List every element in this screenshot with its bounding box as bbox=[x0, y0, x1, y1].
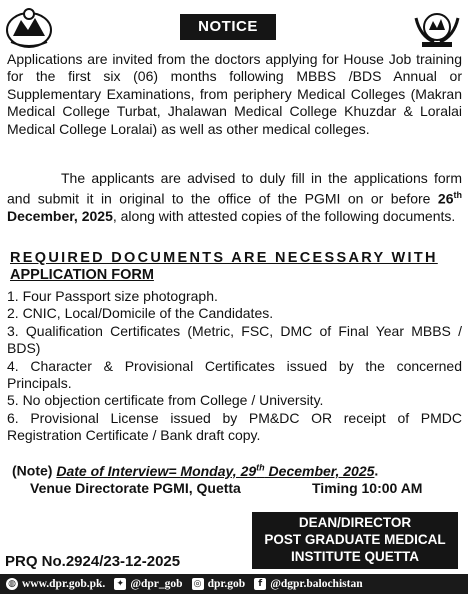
prq-number: PRQ No.2924/23-12-2025 bbox=[5, 553, 181, 570]
required-heading-line2: APPLICATION FORM bbox=[10, 267, 154, 283]
government-emblem-right bbox=[412, 6, 462, 50]
footer-bar bbox=[0, 574, 468, 594]
interview-date bbox=[56, 463, 374, 479]
dean-title: DEAN/DIRECTOR bbox=[298, 515, 412, 530]
note-label: (Note) bbox=[12, 462, 53, 479]
venue-text: Venue Directorate PGMI, Quetta bbox=[30, 480, 241, 496]
deadline-day-suffix: th bbox=[453, 190, 462, 201]
interview-date-suffix: th bbox=[256, 462, 265, 472]
instructions-text-end: , along with attested copies of the following documents. bbox=[112, 208, 456, 225]
footer-instagram[interactable] bbox=[192, 578, 246, 590]
required-heading-line1: REQUIRED DOCUMENTS ARE NECESSARY WITH bbox=[10, 250, 438, 266]
interview-date-text: Date of Interview= Monday, 29 bbox=[56, 462, 257, 479]
globe-icon: ◍ bbox=[6, 578, 18, 590]
list-item: 6. Provisional License issued by PM&DC OR receipt of PMDC Registration Certificate / Bank draft copy. bbox=[7, 409, 462, 444]
instructions-text: The applicants are advised to duly fill in the applications form and submit it in original to the office of the PGMI on or before bbox=[7, 170, 462, 208]
footer-twitter[interactable] bbox=[114, 578, 182, 590]
documents-list bbox=[7, 288, 462, 445]
interview-date-rest: December, 2025 bbox=[264, 462, 375, 479]
list-item: 1. Four Passport size photograph. bbox=[7, 288, 218, 304]
intro-paragraph: Applications are invited from the doctors applying for House Job training for the first six (06) months following MBBS /BDS Annual or Supplementary Examinations, from periphery Medical Colleges (Makran Medical College Turbat, Jhalawan Medical College Khuzdar & Loralai Medical College Loralai) as well as other medical colleges. bbox=[7, 51, 462, 137]
instructions-paragraph bbox=[7, 170, 462, 226]
timing-text: Timing 10:00 AM bbox=[312, 480, 423, 496]
deadline-month-year: December, 2025 bbox=[7, 208, 113, 225]
facebook-icon: f bbox=[254, 578, 266, 590]
twitter-icon: ✦ bbox=[114, 578, 126, 590]
footer-facebook[interactable] bbox=[254, 578, 362, 590]
instagram-handle[interactable]: dpr.gob bbox=[207, 578, 246, 590]
dean-signature-block bbox=[252, 512, 458, 569]
list-item: 3. Qualification Certificates (Metric, FSC, DMC of Final Year MBBS / BDS) bbox=[7, 322, 462, 357]
list-item: 5. No objection certificate from College / University. bbox=[7, 392, 324, 409]
twitter-handle[interactable]: @dpr_gob bbox=[130, 578, 183, 590]
website-link[interactable]: www.dpr.gob.pk. bbox=[22, 578, 106, 590]
list-item: 4. Character & Provisional Certificates issued by the concerned Principals. bbox=[7, 357, 462, 392]
dean-institute-line1: POST GRADUATE MEDICAL bbox=[264, 532, 446, 547]
interview-note bbox=[12, 459, 378, 480]
interview-period: . bbox=[374, 462, 379, 479]
notice-title: NOTICE bbox=[180, 14, 276, 40]
footer-website[interactable] bbox=[6, 578, 105, 590]
instagram-icon: ◎ bbox=[192, 578, 204, 590]
facebook-handle[interactable]: @dgpr.balochistan bbox=[270, 578, 363, 590]
institute-logo-left bbox=[4, 6, 54, 50]
deadline-day: 26 bbox=[437, 191, 454, 208]
dean-institute-line2: INSTITUTE QUETTA bbox=[291, 549, 419, 564]
list-item: 2. CNIC, Local/Domicile of the Candidates. bbox=[7, 305, 274, 322]
required-documents-heading bbox=[10, 250, 458, 284]
